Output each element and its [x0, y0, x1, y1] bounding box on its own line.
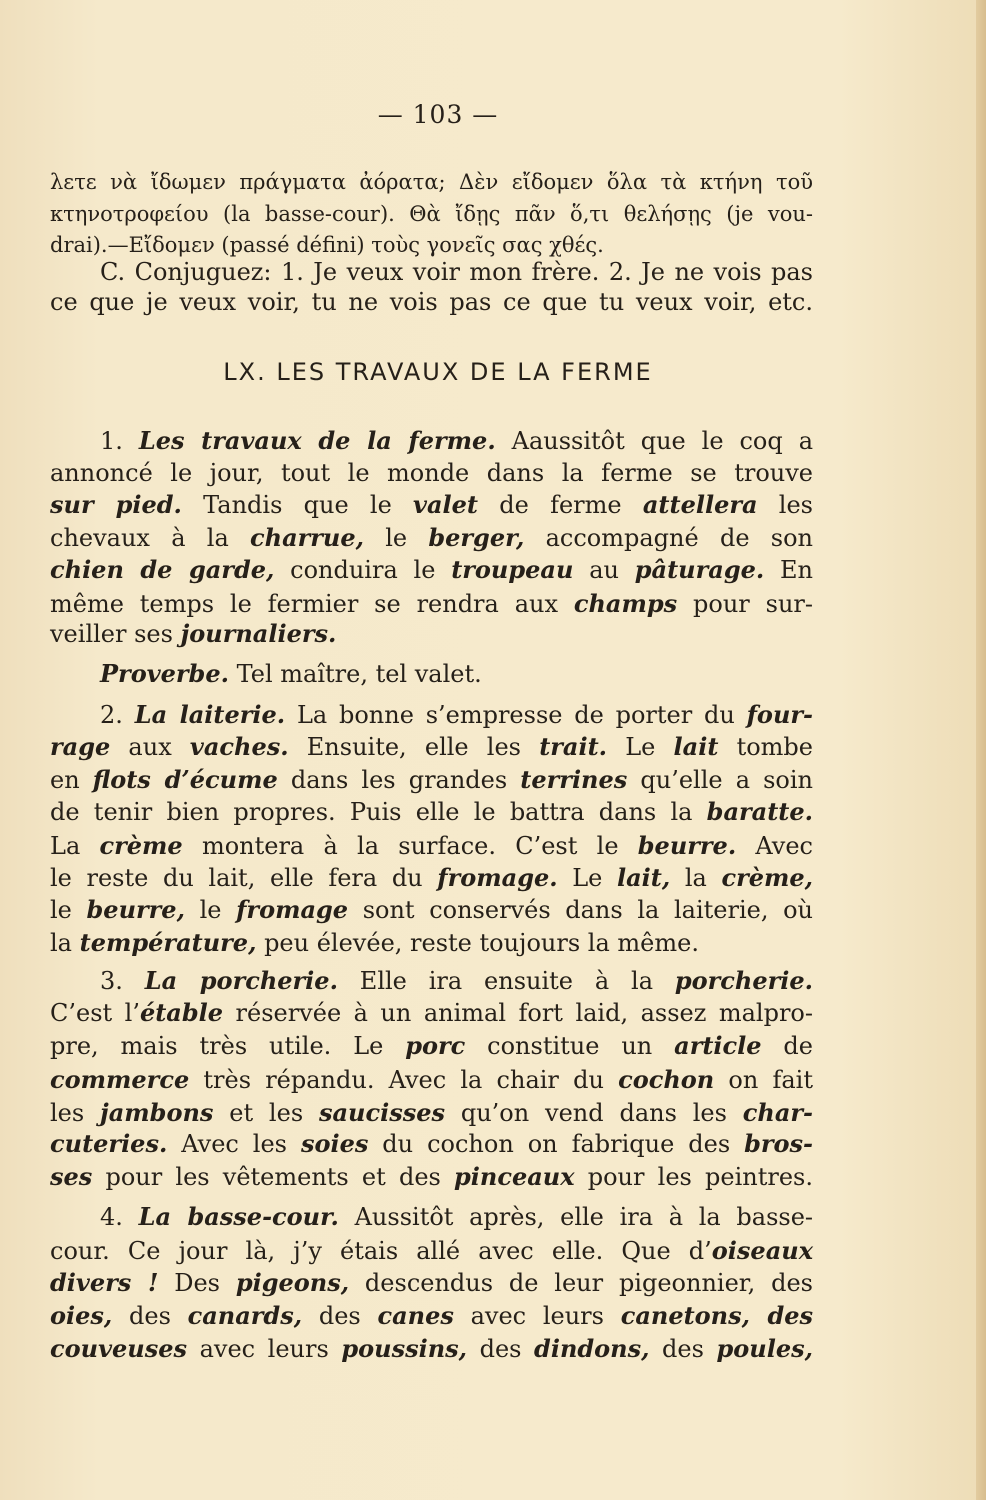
text-line: [50, 285, 813, 319]
text-run: dans les grandes: [277, 766, 521, 794]
emphasis-text: beurre.: [637, 831, 737, 860]
text-run: veiller ses: [50, 620, 181, 648]
text-run: C. Conjuguez: 1. Je veux voir mon frère. 2. Je ne vois pas: [100, 258, 813, 286]
emphasis-text: valet: [413, 490, 479, 519]
text-line: [50, 893, 813, 927]
text-run: la: [670, 864, 722, 892]
text-run: C’est l’: [50, 999, 140, 1027]
text-line: [50, 1127, 813, 1161]
text-run: des: [649, 1335, 717, 1363]
emphasis-text: chien de garde,: [50, 555, 275, 584]
text-line: [50, 996, 813, 1030]
text-run: Avec: [736, 832, 813, 860]
text-run: en: [50, 766, 93, 794]
text-line: [50, 1096, 813, 1130]
emphasis-text: poussins,: [341, 1334, 468, 1363]
emphasis-text: cuteries.: [50, 1129, 168, 1158]
text-run: Elle ira ensuite à la: [337, 967, 675, 995]
emphasis-text: rage: [50, 732, 111, 761]
text-line: [100, 424, 813, 458]
emphasis-text: pinceaux: [454, 1162, 575, 1191]
text-run: le: [50, 896, 87, 924]
emphasis-text: porc: [405, 1031, 466, 1060]
text-run: de: [761, 1032, 813, 1060]
text-run: drai).—Εἴδομεν (passé défini) τοὺς γονεῖς σας χθές.: [50, 233, 604, 257]
text-line: [50, 861, 813, 895]
text-line: [100, 657, 813, 691]
emphasis-text: sur pied.: [50, 490, 182, 519]
text-run: La: [50, 832, 100, 860]
text-line: [50, 1299, 813, 1333]
emphasis-text: journaliers.: [180, 619, 337, 648]
text-run: aux: [110, 733, 190, 761]
text-run: ce que je veux voir, tu ne vois pas ce que tu veux voir, etc.: [50, 288, 813, 316]
text-line: [100, 1200, 813, 1234]
text-run: le reste du lait, elle fera du: [50, 864, 438, 892]
text-run: λετε νὰ ἴδωμεν πράγματα ἀόρατα; Δὲν εἴδομεν ὅλα τὰ κτήνη τοῦ: [50, 170, 813, 194]
chapter-heading: LX. LES TRAVAUX DE LA FERME: [223, 358, 653, 386]
text-run: Aussitôt après, elle ira à la basse-: [338, 1203, 814, 1231]
emphasis-text: commerce: [50, 1065, 190, 1094]
emphasis-text: berger,: [428, 523, 525, 552]
text-line: [50, 521, 813, 555]
text-line: [50, 1234, 813, 1268]
emphasis-text: beurre,: [86, 895, 185, 924]
text-run: du cochon on fabrique des: [368, 1130, 745, 1158]
emphasis-text: porcherie.: [674, 966, 814, 995]
text-line: [50, 1332, 813, 1366]
text-run: tombe: [718, 733, 814, 761]
emphasis-text: La laiterie.: [134, 700, 286, 729]
text-line: [50, 165, 813, 199]
text-line: [50, 730, 813, 764]
text-run: En: [764, 556, 813, 584]
text-run: qu’on vend dans les: [445, 1099, 743, 1127]
emphasis-text: température,: [79, 928, 257, 957]
text-run: qu’elle a soin: [627, 766, 813, 794]
text-run: même temps le fermier se rendra aux: [50, 590, 574, 618]
emphasis-text: cochon: [618, 1065, 715, 1094]
emphasis-text: oiseaux: [711, 1236, 813, 1265]
text-run: Des: [158, 1269, 236, 1297]
text-run: on fait: [714, 1066, 813, 1094]
text-line: [50, 829, 813, 863]
emphasis-text: terrines: [520, 765, 628, 794]
text-run: conduira le: [274, 556, 452, 584]
text-run: cour. Ce jour là, j’y étais allé avec elle. Que d’: [50, 1237, 712, 1265]
emphasis-text: vaches.: [189, 732, 289, 761]
text-line: [50, 1063, 813, 1097]
emphasis-text: four-: [746, 700, 813, 729]
text-run: des: [302, 1302, 378, 1330]
text-line: [50, 763, 813, 797]
emphasis-text: bros-: [744, 1129, 813, 1158]
emphasis-text: fromage: [236, 895, 349, 924]
text-line: [100, 964, 813, 998]
emphasis-text: canetons, des: [620, 1301, 814, 1330]
text-run: Tandis que le: [181, 491, 414, 519]
emphasis-text: étable: [139, 998, 224, 1027]
text-line: [50, 456, 813, 490]
emphasis-text: oies,: [50, 1301, 113, 1330]
emphasis-text: canards,: [187, 1301, 303, 1330]
text-line: [50, 197, 813, 231]
emphasis-text: troupeau: [451, 555, 574, 584]
text-run: très répandu. Avec la chair du: [189, 1066, 619, 1094]
text-run: des: [467, 1335, 535, 1363]
emphasis-text: charrue,: [250, 523, 364, 552]
emphasis-text: trait.: [539, 732, 608, 761]
text-run: Le: [607, 733, 674, 761]
text-run: avec leurs: [187, 1335, 342, 1363]
emphasis-text: fromage.: [437, 863, 558, 892]
text-run: Avec les: [167, 1130, 301, 1158]
emphasis-text: Proverbe.: [100, 659, 229, 688]
emphasis-text: champs: [573, 589, 678, 618]
text-run: pre, mais très utile. Le: [50, 1032, 406, 1060]
emphasis-text: article: [674, 1031, 762, 1060]
text-run: annoncé le jour, tout le monde dans la ferme se trouve: [50, 459, 813, 487]
text-run: 4.: [100, 1203, 139, 1231]
text-run: de ferme: [478, 491, 643, 519]
text-run: 3.: [100, 967, 145, 995]
text-line: [50, 587, 813, 621]
emphasis-text: lait,: [616, 863, 671, 892]
text-run: Aaussitôt que le coq a: [495, 427, 813, 455]
text-run: chevaux à la: [50, 524, 250, 552]
text-run: 2.: [100, 701, 135, 729]
text-run: sont conservés dans la laiterie, où: [348, 896, 813, 924]
text-run: les: [757, 491, 813, 519]
text-line: [50, 926, 813, 960]
emphasis-text: pigeons,: [235, 1268, 350, 1297]
emphasis-text: dindons,: [534, 1334, 650, 1363]
emphasis-text: crème: [99, 831, 183, 860]
text-line: [50, 1266, 813, 1300]
emphasis-text: La basse-cour.: [138, 1202, 339, 1231]
emphasis-text: jambons: [100, 1098, 214, 1127]
text-run: peu élevée, reste toujours la même.: [256, 929, 699, 957]
emphasis-text: divers !: [50, 1268, 159, 1297]
page-edge: [976, 0, 986, 1500]
emphasis-text: baratte.: [706, 797, 813, 826]
text-run: κτηνοτροφείου (la basse-cour). Θὰ ἴδῃς πᾶν ὅ,τι θελήσῃς (je vou-: [50, 202, 813, 226]
emphasis-text: attellera: [642, 490, 758, 519]
emphasis-text: couveuses: [50, 1334, 188, 1363]
text-line: [50, 488, 813, 522]
text-run: pour les vêtements et des: [92, 1163, 455, 1191]
text-run: avec leurs: [453, 1302, 621, 1330]
text-run: pour sur-: [677, 590, 813, 618]
emphasis-text: saucisses: [318, 1098, 446, 1127]
text-run: Tel maître, tel valet.: [228, 660, 482, 688]
text-run: Le: [557, 864, 617, 892]
emphasis-text: soies: [300, 1129, 369, 1158]
text-run: de tenir bien propres. Puis elle le battra dans la: [50, 798, 707, 826]
text-line: [50, 617, 813, 651]
page-number: — 103 —: [377, 100, 499, 129]
text-line: [50, 1160, 813, 1194]
text-run: constitue un: [465, 1032, 675, 1060]
text-run: le: [363, 524, 429, 552]
text-run: les: [50, 1099, 101, 1127]
text-run: 1.: [100, 427, 139, 455]
emphasis-text: poules,: [716, 1334, 813, 1363]
text-line: [50, 795, 813, 829]
text-run: accompagné de son: [524, 524, 813, 552]
text-line: [50, 1029, 813, 1063]
text-run: montera à la surface. C’est le: [182, 832, 638, 860]
text-line: [50, 553, 813, 587]
emphasis-text: pâturage.: [634, 555, 765, 584]
emphasis-text: Les travaux de la ferme.: [138, 426, 496, 455]
text-run: pour les peintres.: [574, 1163, 813, 1191]
emphasis-text: ses: [50, 1162, 93, 1191]
emphasis-text: flots d’écume: [92, 765, 278, 794]
emphasis-text: lait: [673, 732, 719, 761]
emphasis-text: char-: [742, 1098, 813, 1127]
emphasis-text: canes: [377, 1301, 454, 1330]
text-run: descendus de leur pigeonnier, des: [349, 1269, 813, 1297]
text-line: [100, 698, 813, 732]
emphasis-text: crème,: [721, 863, 813, 892]
text-run: des: [112, 1302, 188, 1330]
text-run: La bonne s’empresse de porter du: [285, 701, 747, 729]
text-run: réservée à un animal fort laid, assez malpro-: [223, 999, 813, 1027]
text-run: le: [184, 896, 237, 924]
text-run: et les: [213, 1099, 319, 1127]
text-run: Ensuite, elle les: [288, 733, 540, 761]
text-line: [100, 255, 813, 289]
emphasis-text: La porcherie.: [144, 966, 338, 995]
text-run: la: [50, 929, 80, 957]
text-run: au: [573, 556, 635, 584]
